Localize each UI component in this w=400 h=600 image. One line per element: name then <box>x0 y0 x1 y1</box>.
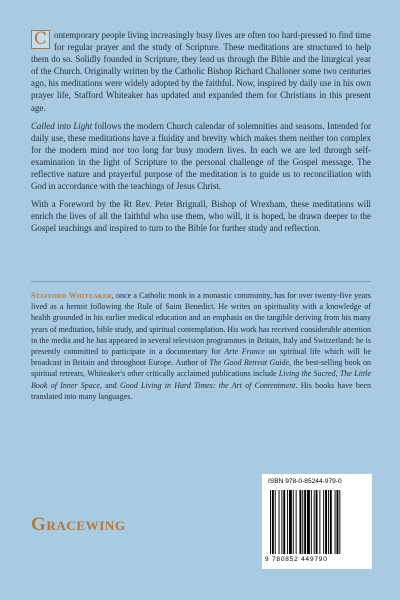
author-name: Stafford Whiteaker <box>31 291 112 300</box>
bio-text-4: and <box>101 380 120 390</box>
blurb-paragraph-3-text: With a Foreword by the Rt Rev. Peter Brignall, Bishop of Wrexham, these meditations will enrich the lives of all the faithful who use them, who will, it is hoped, be drawn deeper to the Gospel teachings and inspired to turn to the Bible for further study and reflection. <box>31 199 371 234</box>
publisher-logo: Gracewing <box>31 514 126 535</box>
dropcap-letter: C <box>31 30 50 49</box>
book-title: Called into Light <box>31 120 93 131</box>
barcode <box>262 474 372 569</box>
bio-italic-2: The Good Retreat Guide <box>209 358 290 368</box>
bio-text-1: , once a Catholic monk in a monastic community, has for over twenty-five years lived as a hermit following the Rule of Saint Benedict. He writes on spirituality with a knowledge of health grounded in his earlier medical education and an emphasis on the tangible deriving from his many years of meditation, bible study, and spiritual contemplation. His work has received considerable attention in the media and he has appeared in several television programmes in Britain, Italy and Switzerland: he is presently committed to participate in a documentary for <box>31 291 371 357</box>
blurb-paragraph-2 <box>31 120 371 193</box>
isbn-label: ISBN 978-0-85244-979-0 <box>268 478 342 485</box>
blurb <box>31 29 371 241</box>
divider <box>31 281 371 282</box>
barcode-bars <box>270 490 366 554</box>
bio-italic-1: Arte France <box>224 347 265 357</box>
author-bio <box>31 290 371 402</box>
blurb-paragraph-2-text: follows the modern Church calendar of solemnities and seasons. Intended for daily use, these meditations have a fluidity and brevity which makes them neither too complex for the modern mind nor too long for busy modern lives. In each we are led through self-examination in the light of Scripture to the personal challenge of the Gospel message. The reflective nature and prayerful purpose of the meditation is to guide us to reconciliation with God in accordance with the teachings of Jesus Christ. <box>31 120 372 192</box>
bio-text-5: . His books have been translated into many languages. <box>31 380 371 401</box>
barcode-digits: 9 780852 449790 <box>265 556 328 563</box>
blurb-paragraph-1 <box>31 29 371 114</box>
bio-text-3: , the best-selling book on spiritual retreats, Whiteaker's other critically acclaimed publications include <box>31 358 372 379</box>
blurb-paragraph-3 <box>31 198 371 234</box>
bio-italic-4: Good Living in Hard Times: the Art of Contentment <box>120 380 296 390</box>
bio-text-2: on spiritual life which will be broadcast in Britain and throughout Europe. Author of <box>31 347 371 368</box>
blurb-paragraph-1-text: ontemporary people living increasingly busy lives are often too hard-pressed to find time for regular prayer and the study of Scripture. These meditations are structured to help them do so. Solidly founded in Scripture, they lead us through the Bible and the liturgical year of the Church. Originally written by the Catholic Bishop Richard Challoner some two centuries ago, his meditations were widely adopted by the faithful. Now, inspired by daily use in his own prayer life, Stafford Whiteaker has updated and expanded them for Christians in this present age. <box>31 30 371 113</box>
bio-italic-3: Living the Sacred, The Little Book of Inner Space, <box>31 369 372 390</box>
